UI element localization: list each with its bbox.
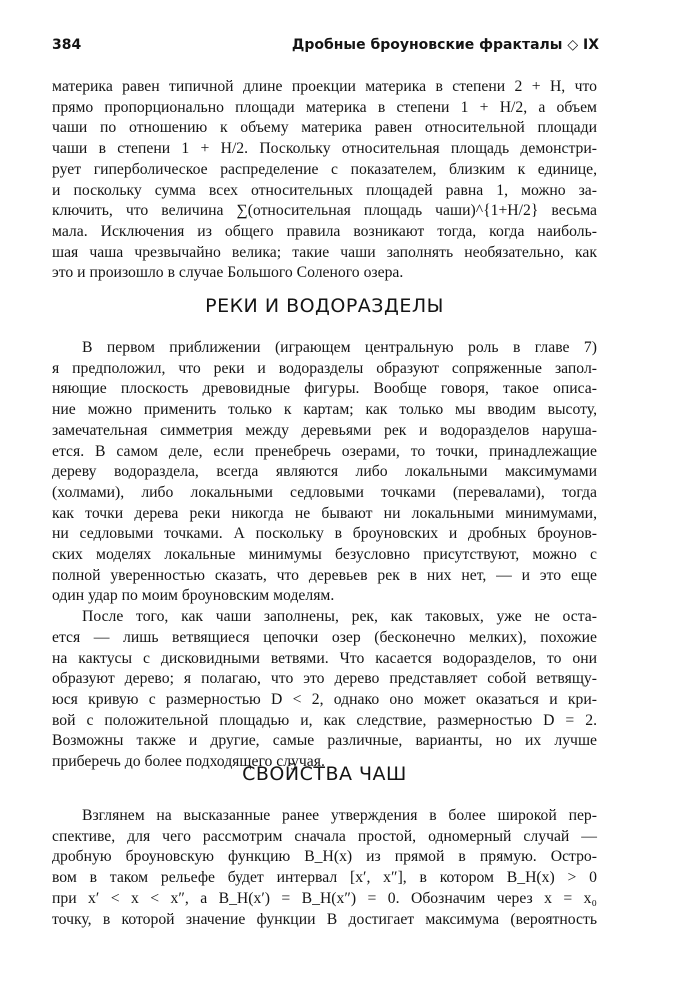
text-line: дереву водораздела, всегда являются либо локальными максимумами [52,463,597,481]
text-line: это и произошло в случае Большого Соленого озера. [52,264,404,282]
text-line: прямо пропорционально площади материка в степени 1 + H/2, а объем [52,98,597,116]
text-line: образуют дерево; я полагаю, что это дерево представляет собой ветвящу- [52,670,597,688]
text-line: рует гиперболическое распределение с показателем, близким к единице, [52,160,597,178]
text-line: спективе, для чего рассмотрим сначала простой, одномерный случай — [52,827,597,845]
text-line: чаши по отношению к объему материка равен относительной площади [52,119,597,137]
text-line: как точки дерева реки никогда не бывают ни локальными минимумами, [52,504,597,522]
text-line: ских моделях локальные минимумы безусловно присутствуют, можно с [52,546,597,564]
text-line: я предположил, что реки и водоразделы образуют сопряженные запол- [52,359,597,377]
section-heading-bowls: СВОЙСТВА ЧАШ [242,763,407,785]
text-line: (холмами), либо локальными седловыми точками (перевалами), тогда [52,483,597,501]
text-line: юся кривую с размерностью D < 2, однако оно может оказаться и кри- [52,690,597,708]
text-line: Возможны также и другие, самые различные, варианты, но их лучше [52,732,597,750]
text-line: В первом приближении (играющем центральную роль в главе 7) [82,339,597,356]
text-line: материка равен типичной длине проекции материка в степени 2 + H, что [52,78,597,95]
text-line: вой с положительной площадью и, как следствие, размерностью D = 2. [52,711,597,729]
text-line: чаши в степени 1 + H/2. Поскольку относительная площадь демонстри- [52,140,597,158]
running-header [52,37,599,57]
section-heading-rivers: РЕКИ И ВОДОРАЗДЕЛЫ [205,295,444,317]
text-line: один удар по моим броуновским моделям. [52,587,335,605]
page-number: 384 [52,37,82,53]
text-line: приберечь до более подходящего случая. [52,753,325,771]
text-line: ется. В самом деле, если пренебречь озерами, то точки, принадлежащие [52,442,597,460]
text-line: После того, как чаши заполнены, рек, как таковых, уже не оста- [82,608,597,626]
text-line: Взглянем на высказанные ранее утверждения в более широкой пер- [82,807,597,824]
text-line: шая чаша чрезвычайно велика; такие чаши заполнять необязательно, как [52,243,597,261]
text-line: на кактусы с дисковидными ветвями. Что касается водоразделов, то они [52,649,597,667]
running-title: Дробные броуновские фракталы ◇ IX [291,37,599,53]
text-line: полной уверенностью сказать, что деревьев рек в них нет, — и это еще [52,566,597,584]
text-line: вом в таком рельефе будет интервал [x′, x″], в котором B_H(x) > 0 [52,869,597,887]
text-line: замечательная симметрия между деревьями рек и водоразделов наруша- [52,421,597,439]
paragraph-4 [52,806,597,930]
text-line: при x′ < x < x″, а B_H(x′) = B_H(x″) = 0. Обозначим через x = x₀ [52,889,597,907]
paragraph-2 [52,338,597,773]
text-line: дробную броуновскую функцию B_H(x) из прямой в прямую. Остро- [52,848,597,866]
text-line: мала. Исключения из общего правила возникают тогда, когда наиболь- [52,222,597,240]
text-line: и поскольку сумма всех относительных площадей равна 1, можно за- [52,181,597,199]
text-line: ключить, что величина ∑(относительная площадь чаши)^{1+H/2} весьма [52,202,597,220]
text-line: няющие плоскость древовидные фигуры. Вообще говоря, такое описа- [52,380,597,398]
text-line: ние можно применить только к картам; как только мы вводим высоту, [52,401,597,419]
text-line: ни седловыми точками. А поскольку в броуновских и дробных броунов- [52,525,597,543]
paragraph-1 [52,77,597,284]
text-line: ется — лишь ветвящиеся цепочки озер (бесконечно мелких), похожие [52,628,597,646]
text-line: точку, в которой значение функции B достигает максимума (вероятность [52,910,597,928]
